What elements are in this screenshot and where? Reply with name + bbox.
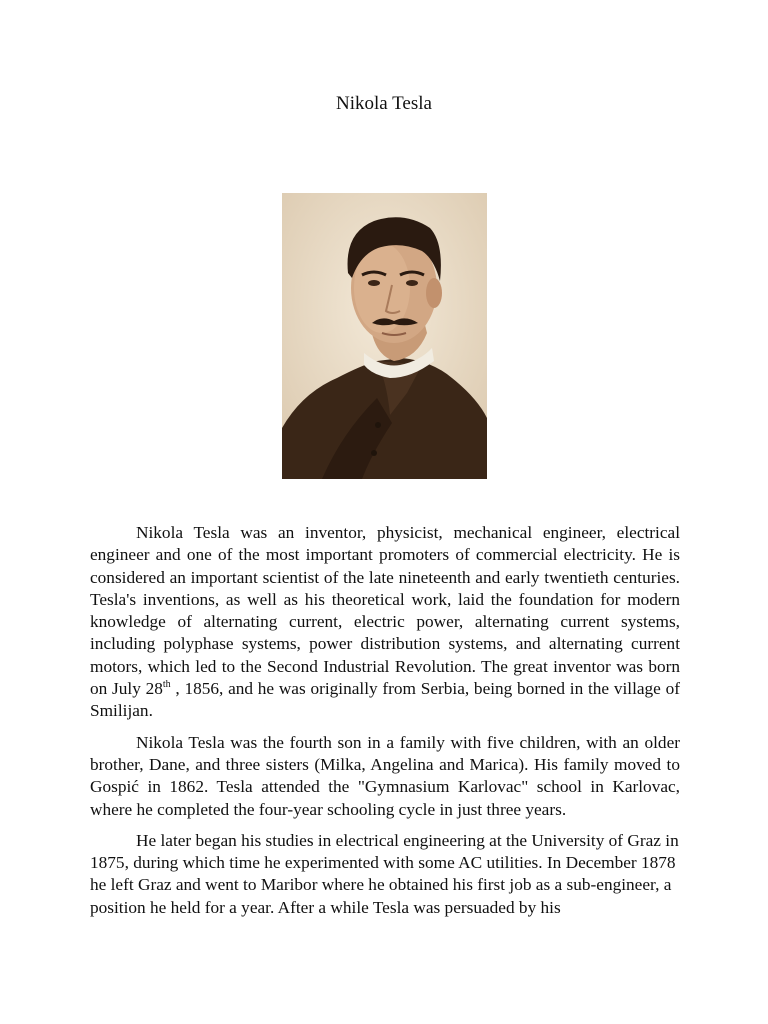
date-ordinal-suffix: th — [162, 679, 171, 691]
paragraph-1-text-a: Nikola Tesla was an inventor, physicist, mechanical engineer, electrical engineer and one of the most important promoters of commercial electricity. He is considered an important scientist of the late nineteenth and early twentieth centuries. Tesla's inventions, as well as his theoretical work, laid the foundation for modern knowledge of alternating current, electric power, alternating current systems, including polyphase systems, power distribution systems, and alternating current motors, which led to the Second Industrial Revolution. The great inventor was born on July 28 — [90, 523, 680, 699]
paragraph-1 — [90, 522, 680, 723]
portrait-photo — [282, 193, 487, 479]
document-title: Nikola Tesla — [336, 93, 432, 114]
paragraph-3: He later began his studies in electrical engineering at the University of Graz in 1875, during which time he experimented with some AC utilities. In December 1878 he left Graz and went to Maribor where he obtained his first job as a sub-engineer, a position he held for a year. After a while Tesla was persuaded by his — [90, 830, 679, 917]
paragraph-2: Nikola Tesla was the fourth son in a family with five children, with an older brother, Dane, and three sisters (Milka, Angelina and Marica). His family moved to Gospić in 1862. Tesla attended the "Gymnasium Karlovac" school in Karlovac, where he completed the four-year schooling cycle in just three years. — [90, 732, 680, 819]
article-body — [90, 522, 680, 919]
portrait-illustration — [282, 193, 487, 479]
paragraph-1-text-b: , 1856, and he was originally from Serbia, being borned in the village of Smilijan. — [90, 679, 680, 721]
